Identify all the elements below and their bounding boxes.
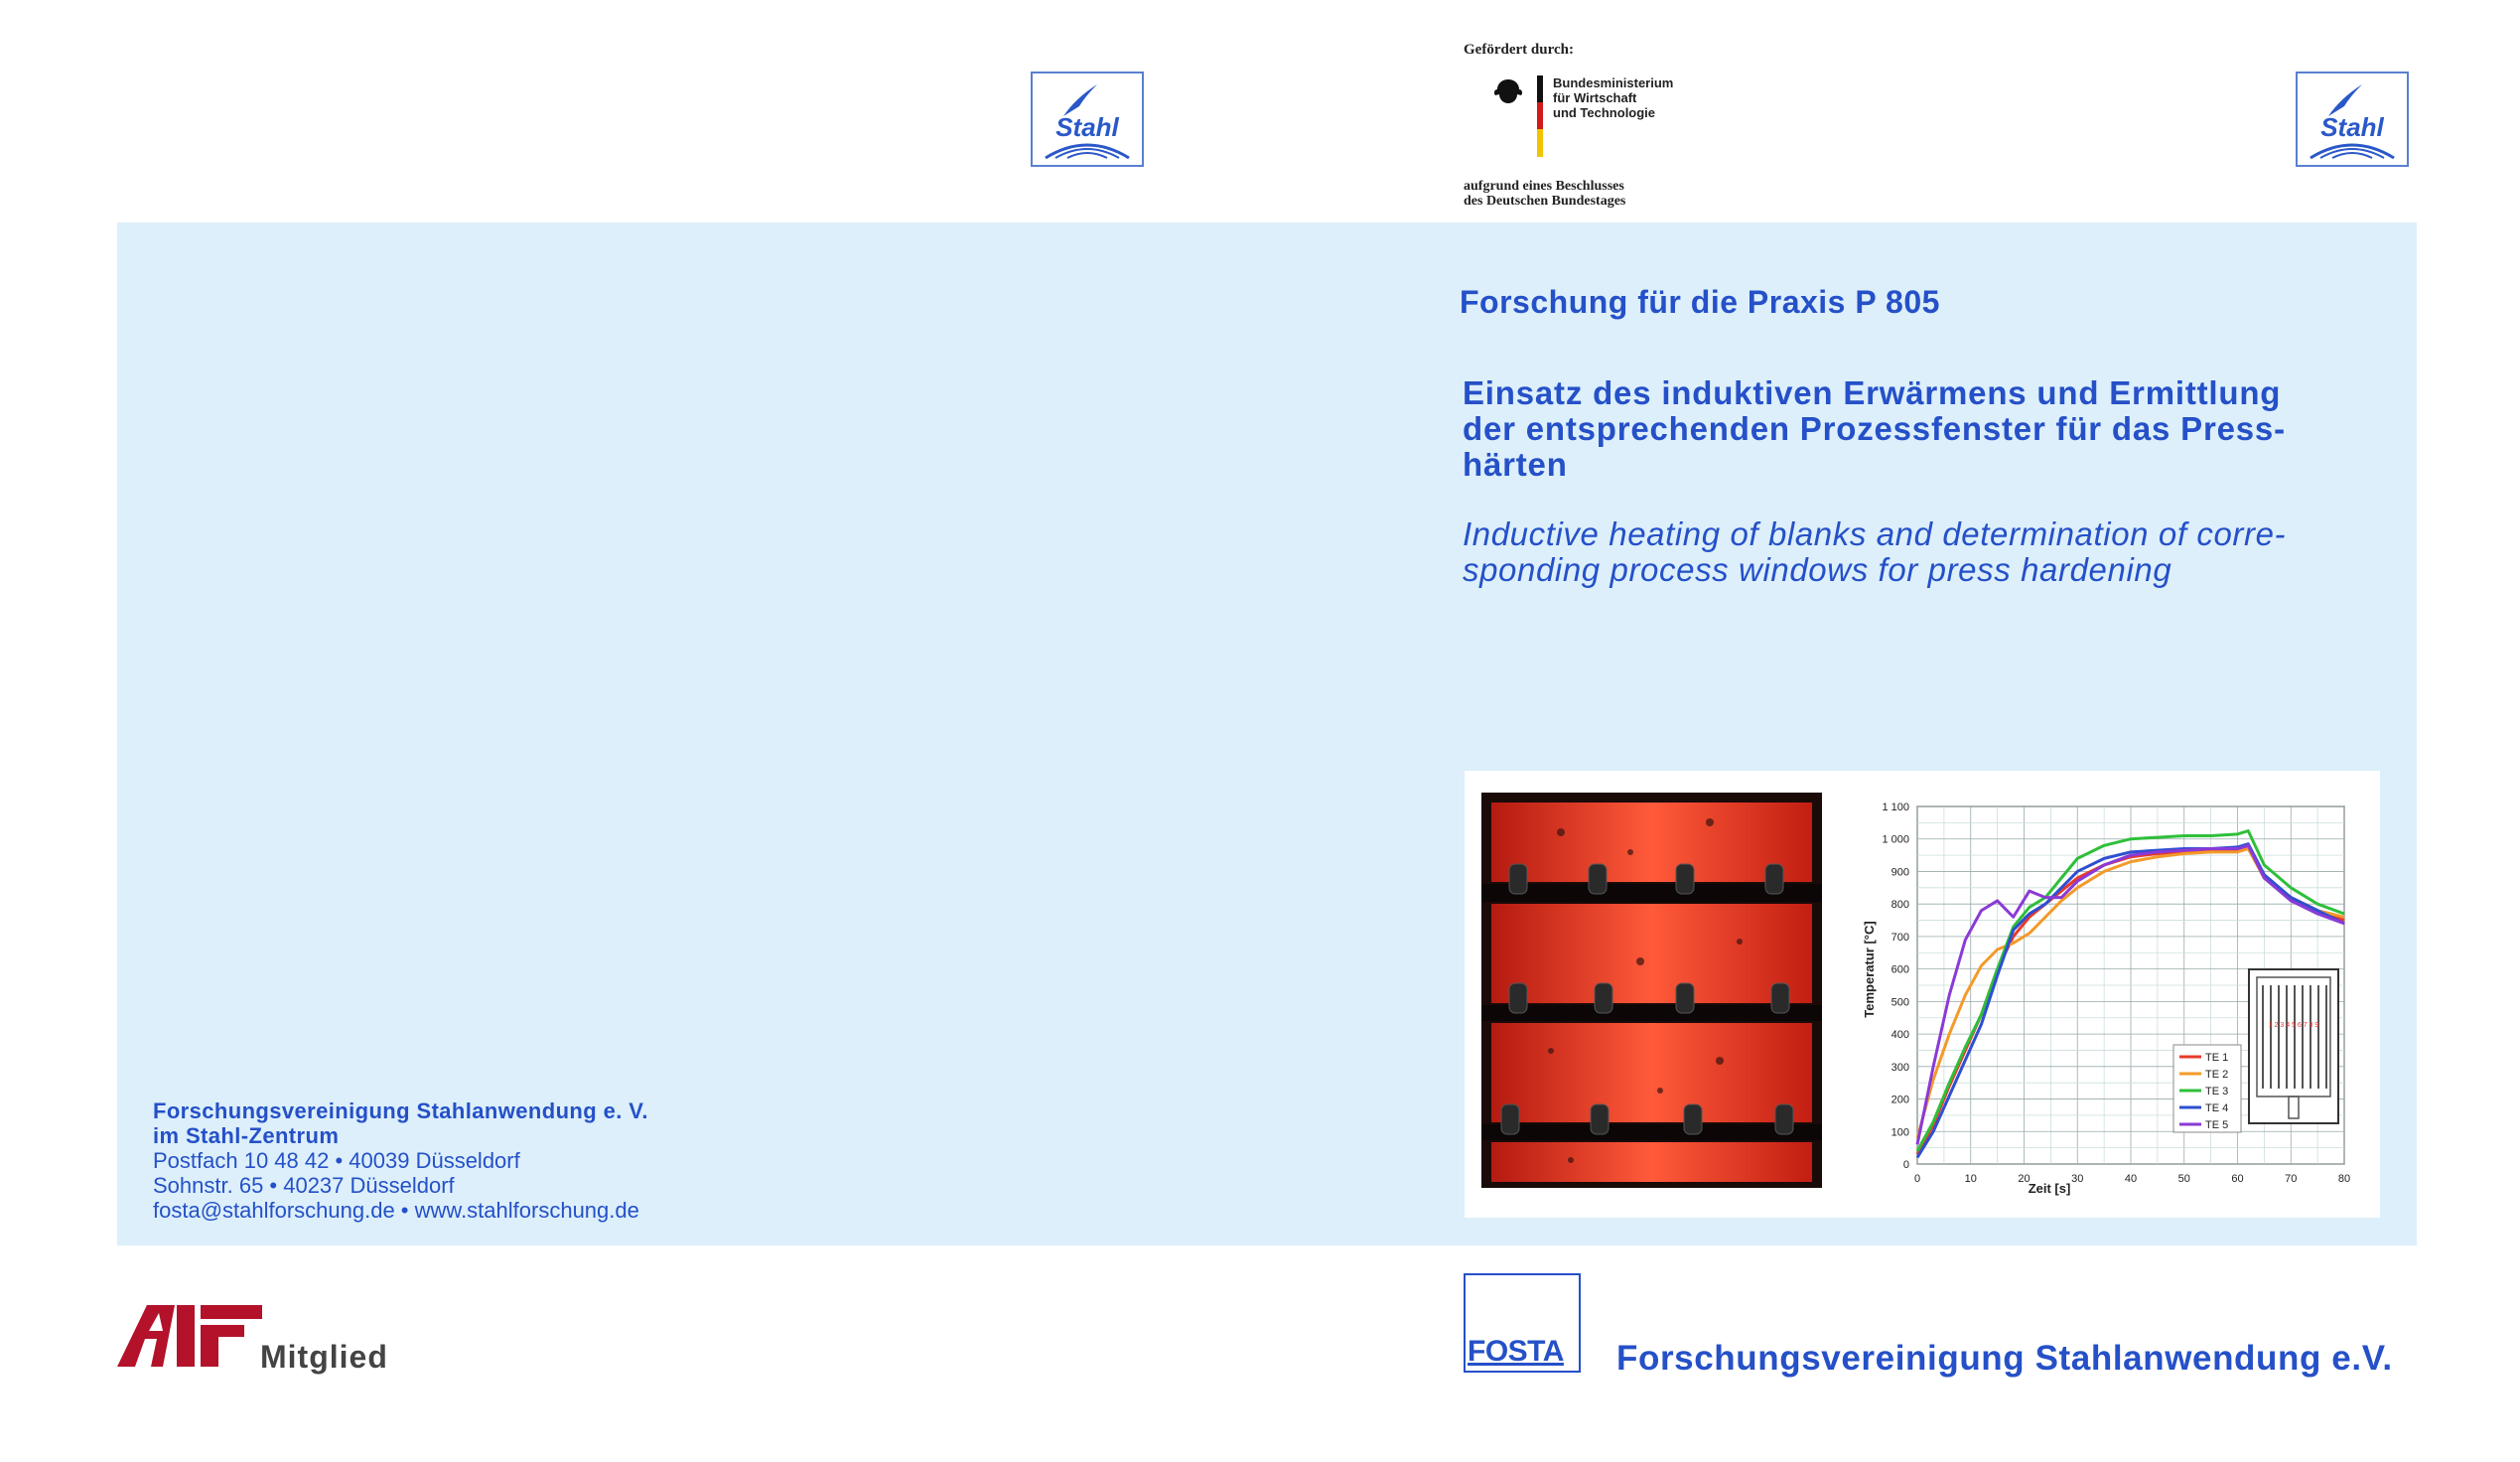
title-german <box>1463 375 2286 483</box>
sensor-layout-inset <box>2249 969 2338 1123</box>
y-tick-label: 1 000 <box>1882 833 1909 846</box>
stahl-logo-text: Stahl <box>1055 112 1119 142</box>
y-tick-label: 900 <box>1890 866 1909 879</box>
address-postfach: Postfach 10 48 42 • 40039 Düsseldorf <box>153 1148 520 1173</box>
ministry-name <box>1553 75 1673 120</box>
y-tick-label: 500 <box>1890 996 1909 1009</box>
figure-box <box>1465 771 2380 1218</box>
chart-xlabel: Zeit [s] <box>2028 1181 2071 1196</box>
stahl-logo-text: Stahl <box>2320 112 2384 142</box>
legend-label: TE 2 <box>2205 1069 2229 1081</box>
legend-label: TE 3 <box>2205 1086 2229 1097</box>
stahl-logo-icon <box>1036 76 1139 162</box>
induction-heating-photo <box>1481 793 1822 1188</box>
x-tick-label: 30 <box>2071 1173 2084 1185</box>
x-tick-label: 70 <box>2285 1173 2298 1185</box>
address-contact: fosta@stahlforschung.de • www.stahlforschung.de <box>153 1198 639 1223</box>
y-tick-label: 700 <box>1890 931 1909 944</box>
title-english <box>1463 516 2286 588</box>
legend-label: TE 4 <box>2205 1102 2229 1114</box>
german-flag-bar <box>1537 75 1543 157</box>
y-tick-label: 400 <box>1890 1029 1909 1042</box>
footer-org-name: Forschungsvereinigung Stahlanwendung e.V. <box>1616 1339 2393 1378</box>
x-tick-label: 0 <box>1913 1173 1921 1185</box>
funding-note-line: aufgrund eines Beschlusses <box>1464 179 1624 194</box>
y-tick-label: 0 <box>1902 1159 1909 1171</box>
y-tick-label: 100 <box>1890 1126 1909 1139</box>
funding-note <box>1464 179 1625 209</box>
sensor-labels: 1 2 3 4 5 6 7 8 9 <box>2268 1022 2319 1029</box>
ministry-line: für Wirtschaft <box>1553 90 1637 105</box>
temperature-chart <box>1854 791 2360 1198</box>
ministry-line: und Technologie <box>1553 105 1656 120</box>
legend-label: TE 5 <box>2205 1119 2229 1131</box>
federal-eagle-icon <box>1491 75 1525 114</box>
title-english-line: sponding process windows for press hardening <box>1463 551 2172 588</box>
y-tick-label: 300 <box>1890 1061 1909 1074</box>
title-english-line: Inductive heating of blanks and determination of corre- <box>1463 515 2287 552</box>
ministry-line: Bundesministerium <box>1553 75 1674 90</box>
x-tick-label: 20 <box>2018 1173 2030 1185</box>
stahl-logo-icon <box>2301 76 2404 162</box>
x-tick-label: 10 <box>1964 1173 1977 1185</box>
chart-legend <box>2173 1045 2241 1132</box>
x-tick-label: 40 <box>2124 1173 2138 1185</box>
address-center: im Stahl-Zentrum <box>153 1123 340 1148</box>
title-german-line: Einsatz des induktiven Erwärmens und Ermittlung <box>1463 374 2282 411</box>
y-tick-label: 1 100 <box>1882 802 1909 813</box>
funding-label: Gefördert durch: <box>1464 42 1574 58</box>
aif-member-label: Mitglied <box>260 1339 388 1375</box>
fosta-logo-text: FOSTA <box>1468 1335 1564 1368</box>
y-tick-label: 600 <box>1890 963 1909 976</box>
series-title: Forschung für die Praxis P 805 <box>1460 284 1940 320</box>
x-tick-label: 60 <box>2231 1173 2244 1185</box>
x-tick-label: 50 <box>2177 1173 2190 1185</box>
chart-ylabel: Temperatur [°C] <box>1862 921 1877 1018</box>
title-german-line: härten <box>1463 446 1568 483</box>
address-street: Sohnstr. 65 • 40237 Düsseldorf <box>153 1173 455 1198</box>
fosta-logo <box>1464 1273 1581 1373</box>
title-german-line: der entsprechenden Prozessfenster für das Press- <box>1463 410 2286 447</box>
y-tick-label: 800 <box>1890 899 1909 912</box>
address-block <box>153 1098 648 1223</box>
stahl-logo-left <box>1031 72 1144 167</box>
stahl-logo-right <box>2296 72 2409 167</box>
funding-note-line: des Deutschen Bundestages <box>1464 194 1626 209</box>
x-tick-label: 80 <box>2337 1173 2351 1185</box>
y-tick-label: 200 <box>1890 1094 1909 1106</box>
legend-label: TE 1 <box>2205 1052 2229 1064</box>
address-org: Forschungsvereinigung Stahlanwendung e. V. <box>153 1098 648 1123</box>
